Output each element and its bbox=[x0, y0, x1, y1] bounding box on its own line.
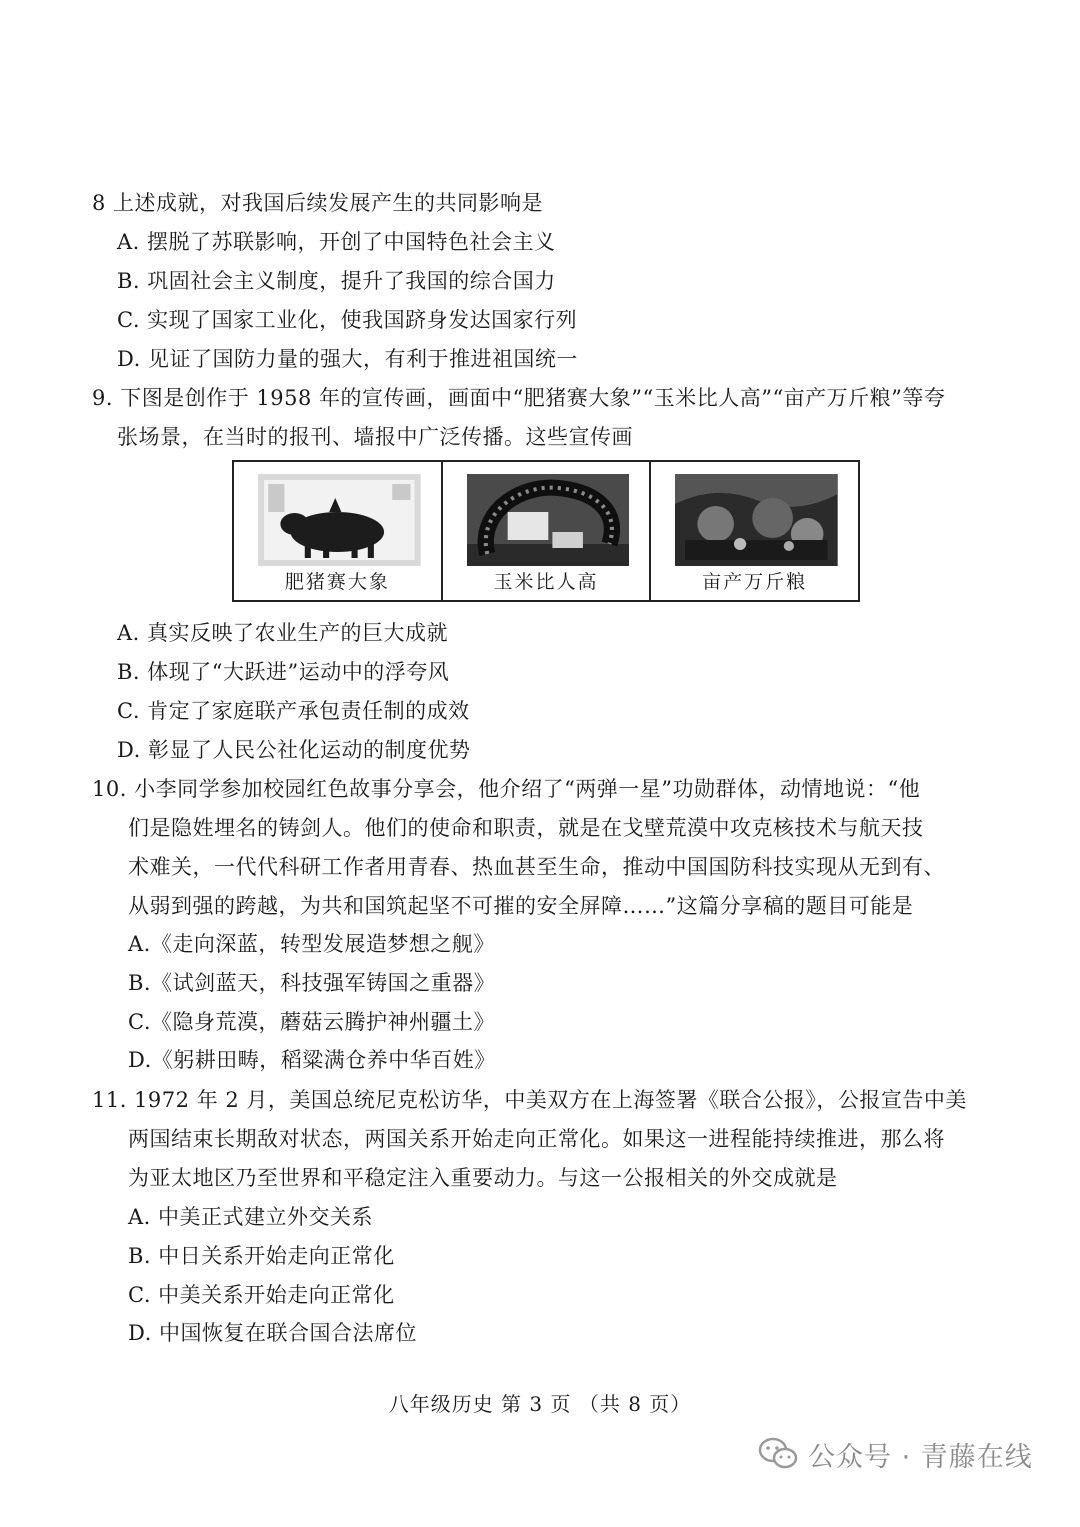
caption-pig: 肥猪赛大象 bbox=[284, 571, 390, 593]
q9-option-a: A. 真实反映了农业生产的巨大成就 bbox=[117, 621, 449, 645]
q11-option-a: A. 中美正式建立外交关系 bbox=[128, 1205, 374, 1229]
corn-painting bbox=[467, 474, 630, 566]
page-footer: 八年级历史 第 3 页 （共 8 页） bbox=[388, 1392, 692, 1416]
q9-option-b: B. 体现了“大跃进”运动中的浮夸风 bbox=[117, 660, 450, 684]
figure-cell-corn bbox=[443, 462, 652, 600]
q10-option-c: C.《隐身荒漠，蘑菇云腾护神州疆土》 bbox=[128, 1010, 495, 1034]
q11-option-d: D. 中国恢复在联合国合法席位 bbox=[128, 1321, 417, 1345]
q10-stem-line1: 10. 小李同学参加校园红色故事分享会，他介绍了“两弹一星”功勋群体，动情地说：“他 bbox=[92, 777, 921, 801]
propaganda-figure-table bbox=[232, 460, 860, 602]
q8-stem: 8 上述成就，对我国后续发展产生的共同影响是 bbox=[92, 191, 544, 215]
q10-stem-line3: 术难关，一代代科研工作者用青春、热血甚至生命，推动中国国防科技实现从无到有、 bbox=[128, 855, 945, 879]
q10-option-b: B.《试剑蓝天，科技强军铸国之重器》 bbox=[128, 971, 496, 995]
q8-option-d: D. 见证了国防力量的强大，有利于推进祖国统一 bbox=[117, 347, 578, 371]
q9-stem-line2: 张场景，在当时的报刊、墙报中广泛传播。这些宣传画 bbox=[117, 425, 633, 449]
q8-option-a: A. 摆脱了苏联影响，开创了中国特色社会主义 bbox=[117, 230, 556, 254]
caption-corn: 玉米比人高 bbox=[493, 571, 599, 593]
figure-cell-grain bbox=[651, 462, 858, 600]
wechat-watermark bbox=[758, 1432, 1033, 1476]
q8-option-b: B. 巩固社会主义制度，提升了我国的综合国力 bbox=[117, 269, 556, 293]
q9-option-c: C. 肯定了家庭联产承包责任制的成效 bbox=[117, 699, 470, 723]
q8-option-c: C. 实现了国家工业化，使我国跻身发达国家行列 bbox=[117, 308, 578, 332]
q11-option-b: B. 中日关系开始走向正常化 bbox=[128, 1244, 395, 1268]
q11-option-c: C. 中美关系开始走向正常化 bbox=[128, 1283, 395, 1307]
q9-stem-line1: 9. 下图是创作于 1958 年的宣传画，画面中“肥猪赛大象”“玉米比人高”“亩产万斤粮”等夸 bbox=[92, 386, 946, 410]
q10-stem-line2: 们是隐姓埋名的铸剑人。他们的使命和职责，就是在戈壁荒漠中攻克核技术与航天技 bbox=[128, 816, 924, 840]
q11-stem-line3: 为亚太地区乃至世界和平稳定注入重要动力。与这一公报相关的外交成就是 bbox=[128, 1166, 838, 1190]
q10-option-d: D.《躬耕田畴，稻粱满仓养中华百姓》 bbox=[128, 1048, 496, 1072]
pig-elephant-painting bbox=[258, 474, 421, 566]
watermark-text: 公众号 · 青藤在线 bbox=[808, 1441, 1033, 1473]
caption-grain: 亩产万斤粮 bbox=[702, 571, 808, 593]
wechat-icon bbox=[758, 1436, 798, 1472]
q10-option-a: A.《走向深蓝，转型发展造梦想之舰》 bbox=[128, 932, 495, 956]
q11-stem-line1: 11. 1972 年 2 月，美国总统尼克松访华，中美双方在上海签署《联合公报》，公报宣告中美 bbox=[92, 1088, 967, 1112]
q11-stem-line2: 两国结束长期敌对状态，两国关系开始走向正常化。如果这一进程能持续推进，那么将 bbox=[128, 1127, 945, 1151]
grain-yield-painting bbox=[675, 474, 838, 566]
figure-cell-pig bbox=[234, 462, 443, 600]
q10-stem-line4: 从弱到强的跨越，为共和国筑起坚不可摧的安全屏障……”这篇分享稿的题目可能是 bbox=[128, 894, 914, 918]
q9-option-d: D. 彰显了人民公社化运动的制度优势 bbox=[117, 738, 471, 762]
